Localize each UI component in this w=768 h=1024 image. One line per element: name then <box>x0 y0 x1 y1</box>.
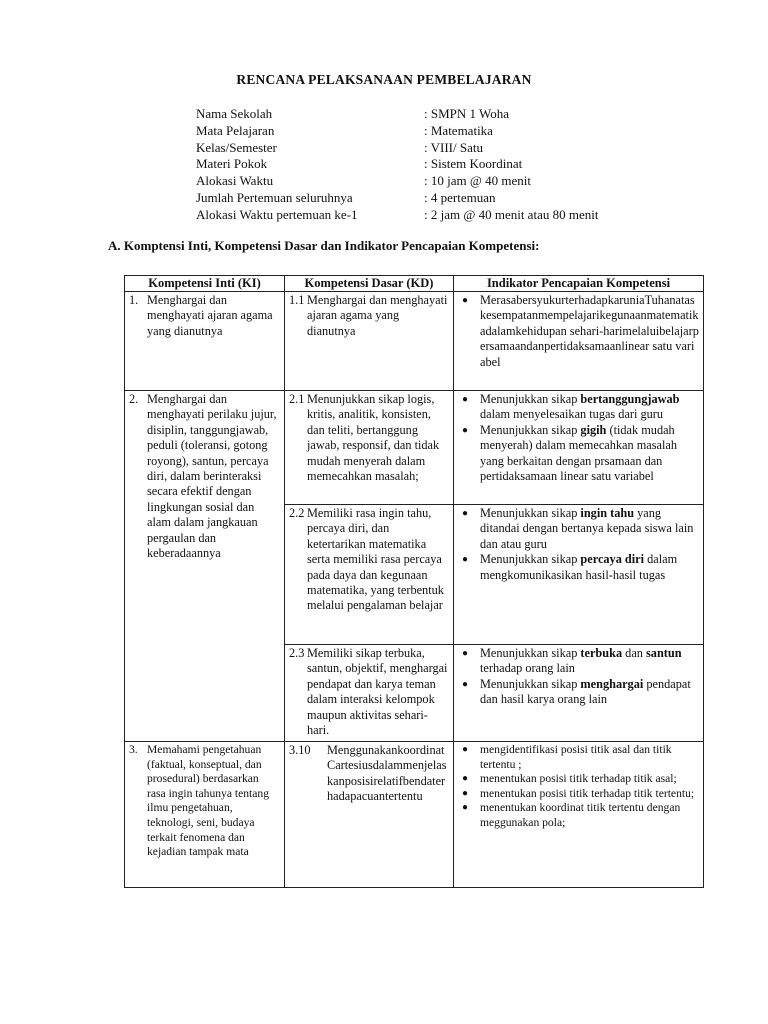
info-value: : SMPN 1 Woha <box>424 106 510 121</box>
section-heading: A. Komptensi Inti, Kompetensi Dasar dan Indikator Pencapaian Kompetensi: <box>108 238 540 253</box>
indikator-emphasis: ingin tahu <box>580 506 635 520</box>
list-item <box>458 506 699 552</box>
indikator-text: Menunjukkan sikap <box>480 552 581 567</box>
kd-cell <box>285 645 454 742</box>
info-row <box>196 106 676 123</box>
ki-text: Menghargai dan menghayati ajaran agama yang dianutnya <box>147 293 273 338</box>
table-row <box>125 391 704 505</box>
kd-number: 1.1 <box>289 293 305 307</box>
kd-text: Menggunakankoordinat Cartesiusdalammenjelaskanposisirelatifbendaterhadapacuantertentu <box>327 743 447 804</box>
list-item <box>458 552 699 583</box>
ki-cell <box>125 292 285 391</box>
info-row <box>196 173 676 190</box>
indikator-emphasis: santun <box>646 646 682 660</box>
kd-cell <box>285 742 454 888</box>
table-row <box>125 742 704 888</box>
table-header-row <box>125 276 704 292</box>
bullet-icon: ● <box>462 554 469 566</box>
list-item <box>458 772 699 787</box>
indikator-text: menentukan koordinat titik tertentu dengan meggunakan pola; <box>480 801 681 829</box>
info-label: Alokasi Waktu <box>196 173 274 189</box>
info-label: Materi Pokok <box>196 156 268 172</box>
indikator-emphasis: percaya diri <box>580 552 645 567</box>
info-label: Alokasi Waktu pertemuan ke-1 <box>196 206 358 222</box>
bullet-icon: ● <box>462 394 469 405</box>
bullet-icon: ● <box>462 678 469 690</box>
indikator-text: dan <box>622 646 647 660</box>
info-value: : VIII/ Satu <box>424 139 483 155</box>
info-row <box>196 156 676 173</box>
info-row <box>196 207 676 224</box>
header-ki: Kompetensi Inti (KI) <box>125 276 285 292</box>
indikator-emphasis: menghargai <box>580 676 644 691</box>
indikator-emphasis: gigih <box>580 422 607 437</box>
list-item <box>458 392 699 423</box>
ki-cell <box>125 391 285 742</box>
info-row <box>196 123 676 140</box>
kd-cell <box>285 292 454 391</box>
info-label: Mata Pelajaran <box>196 122 275 138</box>
indikator-text: Menunjukkan sikap <box>480 422 581 437</box>
info-row <box>196 190 676 207</box>
competency-table <box>124 275 704 888</box>
ki-number: 3. <box>129 743 138 756</box>
indikator-text: Menunjukkan sikap <box>480 392 581 406</box>
indikator-text: dalam mengkomunikasikan hasil-hasil tugas <box>480 552 678 582</box>
ki-number: 2. <box>129 392 139 406</box>
indikator-text: Menunjukkan sikap <box>480 506 581 520</box>
indikator-text: dalam menyelesaikan tugas dari guru <box>480 407 664 422</box>
indikator-cell <box>454 505 704 645</box>
indikator-cell <box>454 292 704 391</box>
bullet-icon: ● <box>462 508 469 519</box>
indikator-text: terhadap orang lain <box>480 661 575 676</box>
info-value: : 10 jam @ 40 menit <box>424 173 531 189</box>
indikator-text: Menunjukkan sikap <box>480 676 581 691</box>
kd-cell <box>285 391 454 505</box>
bullet-icon: ● <box>462 648 469 659</box>
list-item <box>458 423 699 485</box>
identity-block <box>196 106 676 224</box>
bullet-icon: ● <box>462 744 469 755</box>
indikator-emphasis: bertanggungjawab <box>580 392 680 406</box>
header-kd: Kompetensi Dasar (KD) <box>285 276 454 292</box>
list-item <box>458 293 699 370</box>
indikator-cell <box>454 645 704 742</box>
indikator-text: menentukan posisi titik terhadap titik asal; <box>480 772 677 786</box>
list-item <box>458 743 699 772</box>
indikator-text: mengidentifikasi posisi titik asal dan titik tertentu ; <box>480 743 672 771</box>
indikator-cell <box>454 742 704 888</box>
indikator-text: menentukan posisi titik terhadap titik tertentu; <box>480 786 695 800</box>
kd-text: Menghargai dan menghayati ajaran agama yang dianutnya <box>307 293 448 338</box>
bullet-icon: ● <box>462 295 469 306</box>
list-item <box>458 801 699 830</box>
indikator-text: yang ditandai dengan bertanya kepada siswa lain dan atau guru <box>480 506 694 551</box>
kd-number: 2.3 <box>289 646 305 660</box>
indikator-text: MerasabersyukurterhadapkaruniaTuhanataskesempatanmempelajarikegunaanmatematikadalamkehidupan sehari-harimelaluibelajarpersamaandanpertidaksamaanlinear satu variabel <box>480 293 699 369</box>
indikator-text: pendapat dan hasil karya orang lain <box>480 676 691 707</box>
kd-text: Menunjukkan sikap logis, kritis, analitik, konsisten, dan teliti, bertanggung jawab, responsif, dan tidak mudah menyerah dalam memecahkan masalah; <box>307 392 440 484</box>
info-label: Kelas/Semester <box>196 139 277 155</box>
list-item <box>458 787 699 802</box>
list-item <box>458 646 699 677</box>
indikator-text: Menunjukkan sikap <box>480 646 581 660</box>
kd-number: 3.10 <box>289 743 311 757</box>
table-row <box>125 292 704 391</box>
bullet-icon: ● <box>462 773 469 785</box>
info-value: : Sistem Koordinat <box>424 156 523 172</box>
info-label: Jumlah Pertemuan seluruhnya <box>196 189 353 205</box>
info-value: : Matematika <box>424 122 493 138</box>
info-value: : 2 jam @ 40 menit atau 80 menit <box>424 206 599 222</box>
indikator-text: (tidak mudah menyerah) dalam memecahkan masalah yang berkaitan dengan prsamaan dan pertidaksamaan linear satu variabel <box>480 422 677 484</box>
indikator-cell <box>454 391 704 505</box>
document-title: RENCANA PELAKSANAAN PEMBELAJARAN <box>236 72 532 87</box>
kd-number: 2.1 <box>289 392 305 406</box>
bullet-icon: ● <box>462 802 469 814</box>
list-item <box>458 677 699 708</box>
ki-text: Menghargai dan menghayati perilaku jujur, disiplin, tanggungjawab, peduli (toleransi, gotong royong), santun, percaya diri, dalam berinteraksi secara efektif dengan lingkungan sosial dan alam dalam jangkauan pergaulan dan keberadaannya <box>147 392 277 561</box>
info-row <box>196 140 676 157</box>
kd-cell <box>285 505 454 645</box>
bullet-icon: ● <box>462 424 469 436</box>
ki-text: Memahami pengetahuan (faktual, konseptual, dan prosedural) berdasarkan rasa ingin tahunya tentang ilmu pengetahuan, teknologi, seni, budaya terkait fenomena dan kejadian tampak mata <box>147 743 270 859</box>
info-label: Nama Sekolah <box>196 106 273 121</box>
ki-number: 1. <box>129 293 139 307</box>
kd-number: 2.2 <box>289 506 305 520</box>
ki-cell <box>125 742 285 888</box>
header-indikator: Indikator Pencapaian Kompetensi <box>454 276 704 292</box>
bullet-icon: ● <box>462 787 469 799</box>
kd-text: Memiliki sikap terbuka, santun, objektif, menghargai pendapat dan karya teman dalam interaksi kelompok maupun aktivitas sehari-hari. <box>307 646 448 738</box>
indikator-emphasis: terbuka <box>580 646 623 660</box>
info-value: : 4 pertemuan <box>424 189 496 205</box>
kd-text: Memiliki rasa ingin tahu, percaya diri, dan ketertarikan matematika serta memiliki rasa percaya pada daya dan kegunaan matematika, yang terbentuk melalui pengalaman belajar <box>307 506 444 613</box>
